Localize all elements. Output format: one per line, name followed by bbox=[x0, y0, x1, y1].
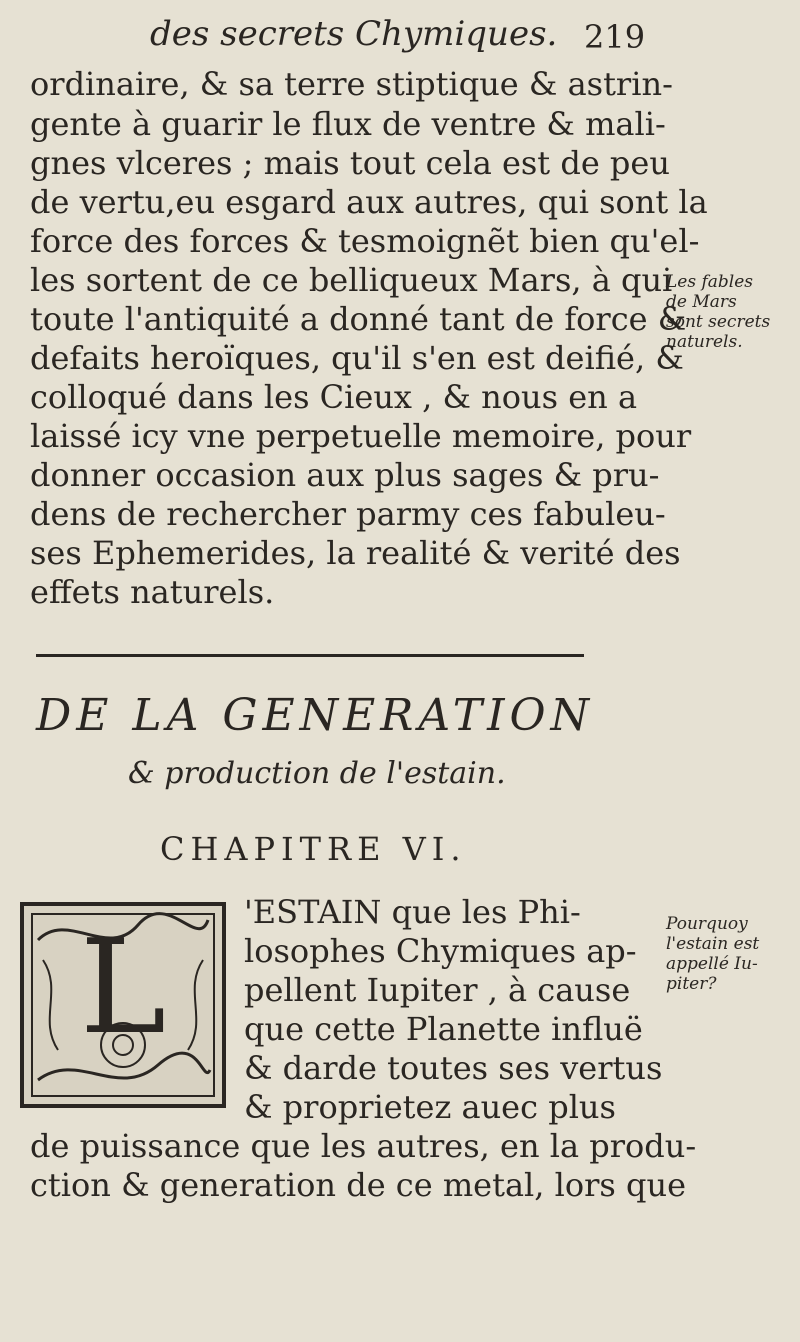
margin-note-line: naturels. bbox=[666, 332, 743, 352]
margin-note-line: de Mars bbox=[666, 292, 737, 312]
running-head bbox=[0, 12, 800, 60]
body-line: defaits heroïques, qu'il s'en est deifié, & bbox=[30, 339, 684, 377]
body-line: ction & generation de ce metal, lors que bbox=[30, 1166, 687, 1204]
margin-note-line: Pourquoy bbox=[666, 914, 748, 934]
margin-note-line: piter? bbox=[666, 974, 717, 994]
body-line: 'ESTAIN que les Phi- bbox=[244, 893, 581, 931]
body-line: & darde toutes ses vertus bbox=[244, 1049, 663, 1087]
body-line: les sortent de ce belliqueux Mars, à qui bbox=[30, 261, 673, 299]
section-heading: DE LA GENERATION bbox=[36, 690, 595, 741]
margin-note-line: sont secrets bbox=[666, 312, 771, 332]
body-line: donner occasion aux plus sages & pru- bbox=[30, 456, 660, 494]
body-line: gente à guarir le flux de ventre & mali- bbox=[30, 105, 666, 143]
body-line: & proprietez auec plus bbox=[244, 1088, 616, 1126]
section-rule bbox=[36, 654, 584, 657]
body-line: toute l'antiquité a donné tant de force & bbox=[30, 300, 687, 338]
body-line: de puissance que les autres, en la produ- bbox=[30, 1127, 697, 1165]
running-head-title: des secrets Chymiques. bbox=[150, 14, 558, 54]
body-line: pellent Iupiter , à cause bbox=[244, 971, 631, 1009]
body-line: dens de rechercher parmy ces fabuleu- bbox=[30, 495, 666, 533]
body-line: ordinaire, & sa terre stiptique & astrin- bbox=[30, 65, 673, 103]
margin-note-line: Les fables bbox=[666, 272, 754, 292]
body-line: de vertu,eu esgard aux autres, qui sont la bbox=[30, 183, 708, 221]
body-line: force des forces & tesmoignẽt bien qu'el- bbox=[30, 222, 700, 260]
page-number: 219 bbox=[584, 18, 646, 56]
margin-note-line: appellé Iu- bbox=[666, 954, 758, 974]
section-subheading: & production de l'estain. bbox=[128, 756, 506, 791]
chapter-title: CHAPITRE VI. bbox=[160, 830, 467, 868]
body-line: losophes Chymiques ap- bbox=[244, 932, 637, 970]
body-line: colloqué dans les Cieux , & nous en a bbox=[30, 378, 638, 416]
margin-note-line: l'estain est bbox=[666, 934, 760, 954]
body-line: gnes vlceres ; mais tout cela est de peu bbox=[30, 144, 670, 182]
body-line: effets naturels. bbox=[30, 573, 275, 611]
body-line: que cette Planette influë bbox=[244, 1010, 643, 1048]
body-line: laissé icy vne perpetuelle memoire, pour bbox=[30, 417, 692, 455]
decorated-initial-letter bbox=[18, 900, 228, 1110]
body-line: ses Ephemerides, la realité & verité des bbox=[30, 534, 681, 572]
initial-letter: L bbox=[79, 911, 167, 1063]
